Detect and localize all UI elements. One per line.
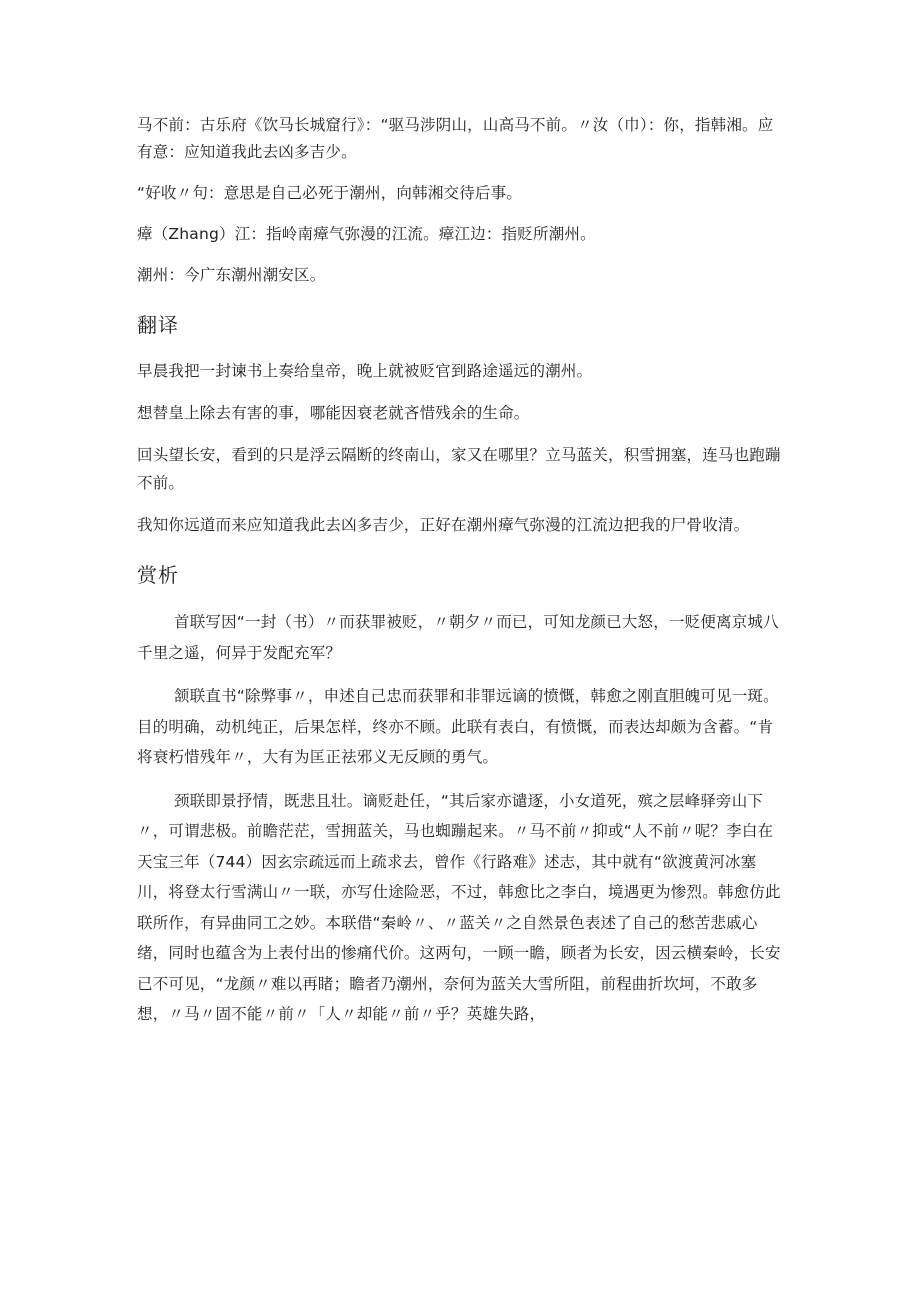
- note-hao-shou: “好收〃句：意思是自己必死于潮州，向韩湘交待后事。: [137, 184, 523, 202]
- document-page: [137, 112, 787, 1043]
- translation-paragraph: 回头望长安，看到的只是浮云隔断的终南山，家又在哪里？立马蓝关，积雪拥塞，连马也跑蹦不前。: [137, 446, 781, 492]
- note-zhang-jiang: 瘴（Zhang）江：指岭南瘴气弥漫的江流。瘴江边：指贬所潮州。: [137, 225, 596, 243]
- appreciation-paragraph: 颈联即景抒情，既悲且壮。谪贬赴任，“其后家亦谴逐，小女道死，殡之层峰驿旁山下〃，可谓悲极。前瞻茫茫，雪拥蓝关，马也蜘蹦起来。〃马不前〃抑或“人不前〃呢？李白在天宝三年（744）因玄宗疏远而上疏求去，曾作《行路难》述志，其中就有“欲渡黄河冰塞川，将登太行雪满山〃一联，亦写仕途险恶，不过，韩愈比之李白，境遇更为惨烈。韩愈仿此联所作，有异曲同工之妙。本联借“秦岭〃、〃蓝关〃之自然景色表述了自己的愁苦悲戚心绪，同时也蕴含为上表付出的惨痛代价。这两句，一顾一瞻，顾者为长安，因云横秦岭，长安已不可见，“龙颜〃难以再睹；瞻者乃潮州，奈何为蓝关大雪所阻，前程曲折坎坷，不敢多想，〃马〃固不能〃前〃「人〃却能〃前〃乎？英雄失路，: [137, 791, 781, 1023]
- translation-heading: 翻译: [137, 313, 179, 337]
- appreciation-paragraph: 颔联直书“除弊事〃，申述自己忠而获罪和非罪远谪的愤慨，韩愈之刚直胆魄可见一斑。目的明确，动机纯正，后果怎样，终亦不顾。此联有表白，有愤慨，而表达却颇为含蓄。“肯将衰朽惜残年〃，大有为匡正祛邪义无反顾的勇气。: [137, 687, 779, 766]
- appreciation-heading: 赏析: [137, 563, 179, 587]
- translation-paragraph: 早晨我把一封谏书上奏给皇帝，晚上就被贬官到路途遥远的潮州。: [137, 362, 593, 380]
- note-chaozhou: 潮州：今广东潮州潮安区。: [137, 266, 326, 284]
- note-ma-bu-qian: 马不前：古乐府《饮马长城窟行》：“驱马涉阴山，山高马不前。〃汝（巾）：你，指韩湘。应有意：应知道我此去凶多吉少。: [137, 116, 774, 161]
- appreciation-paragraph: 首联写因“一封（书）〃而获罪被贬，〃朝夕〃而已，可知龙颜已大怒，一贬便离京城八千里之遥，何异于发配充军？: [137, 613, 779, 662]
- translation-paragraph: 想替皇上除去有害的事，哪能因衰老就吝惜残余的生命。: [137, 404, 530, 422]
- translation-paragraph: 我知你远道而来应知道我此去凶多吉少，正好在潮州瘴气弥漫的江流边把我的尸骨收清。: [137, 516, 750, 534]
